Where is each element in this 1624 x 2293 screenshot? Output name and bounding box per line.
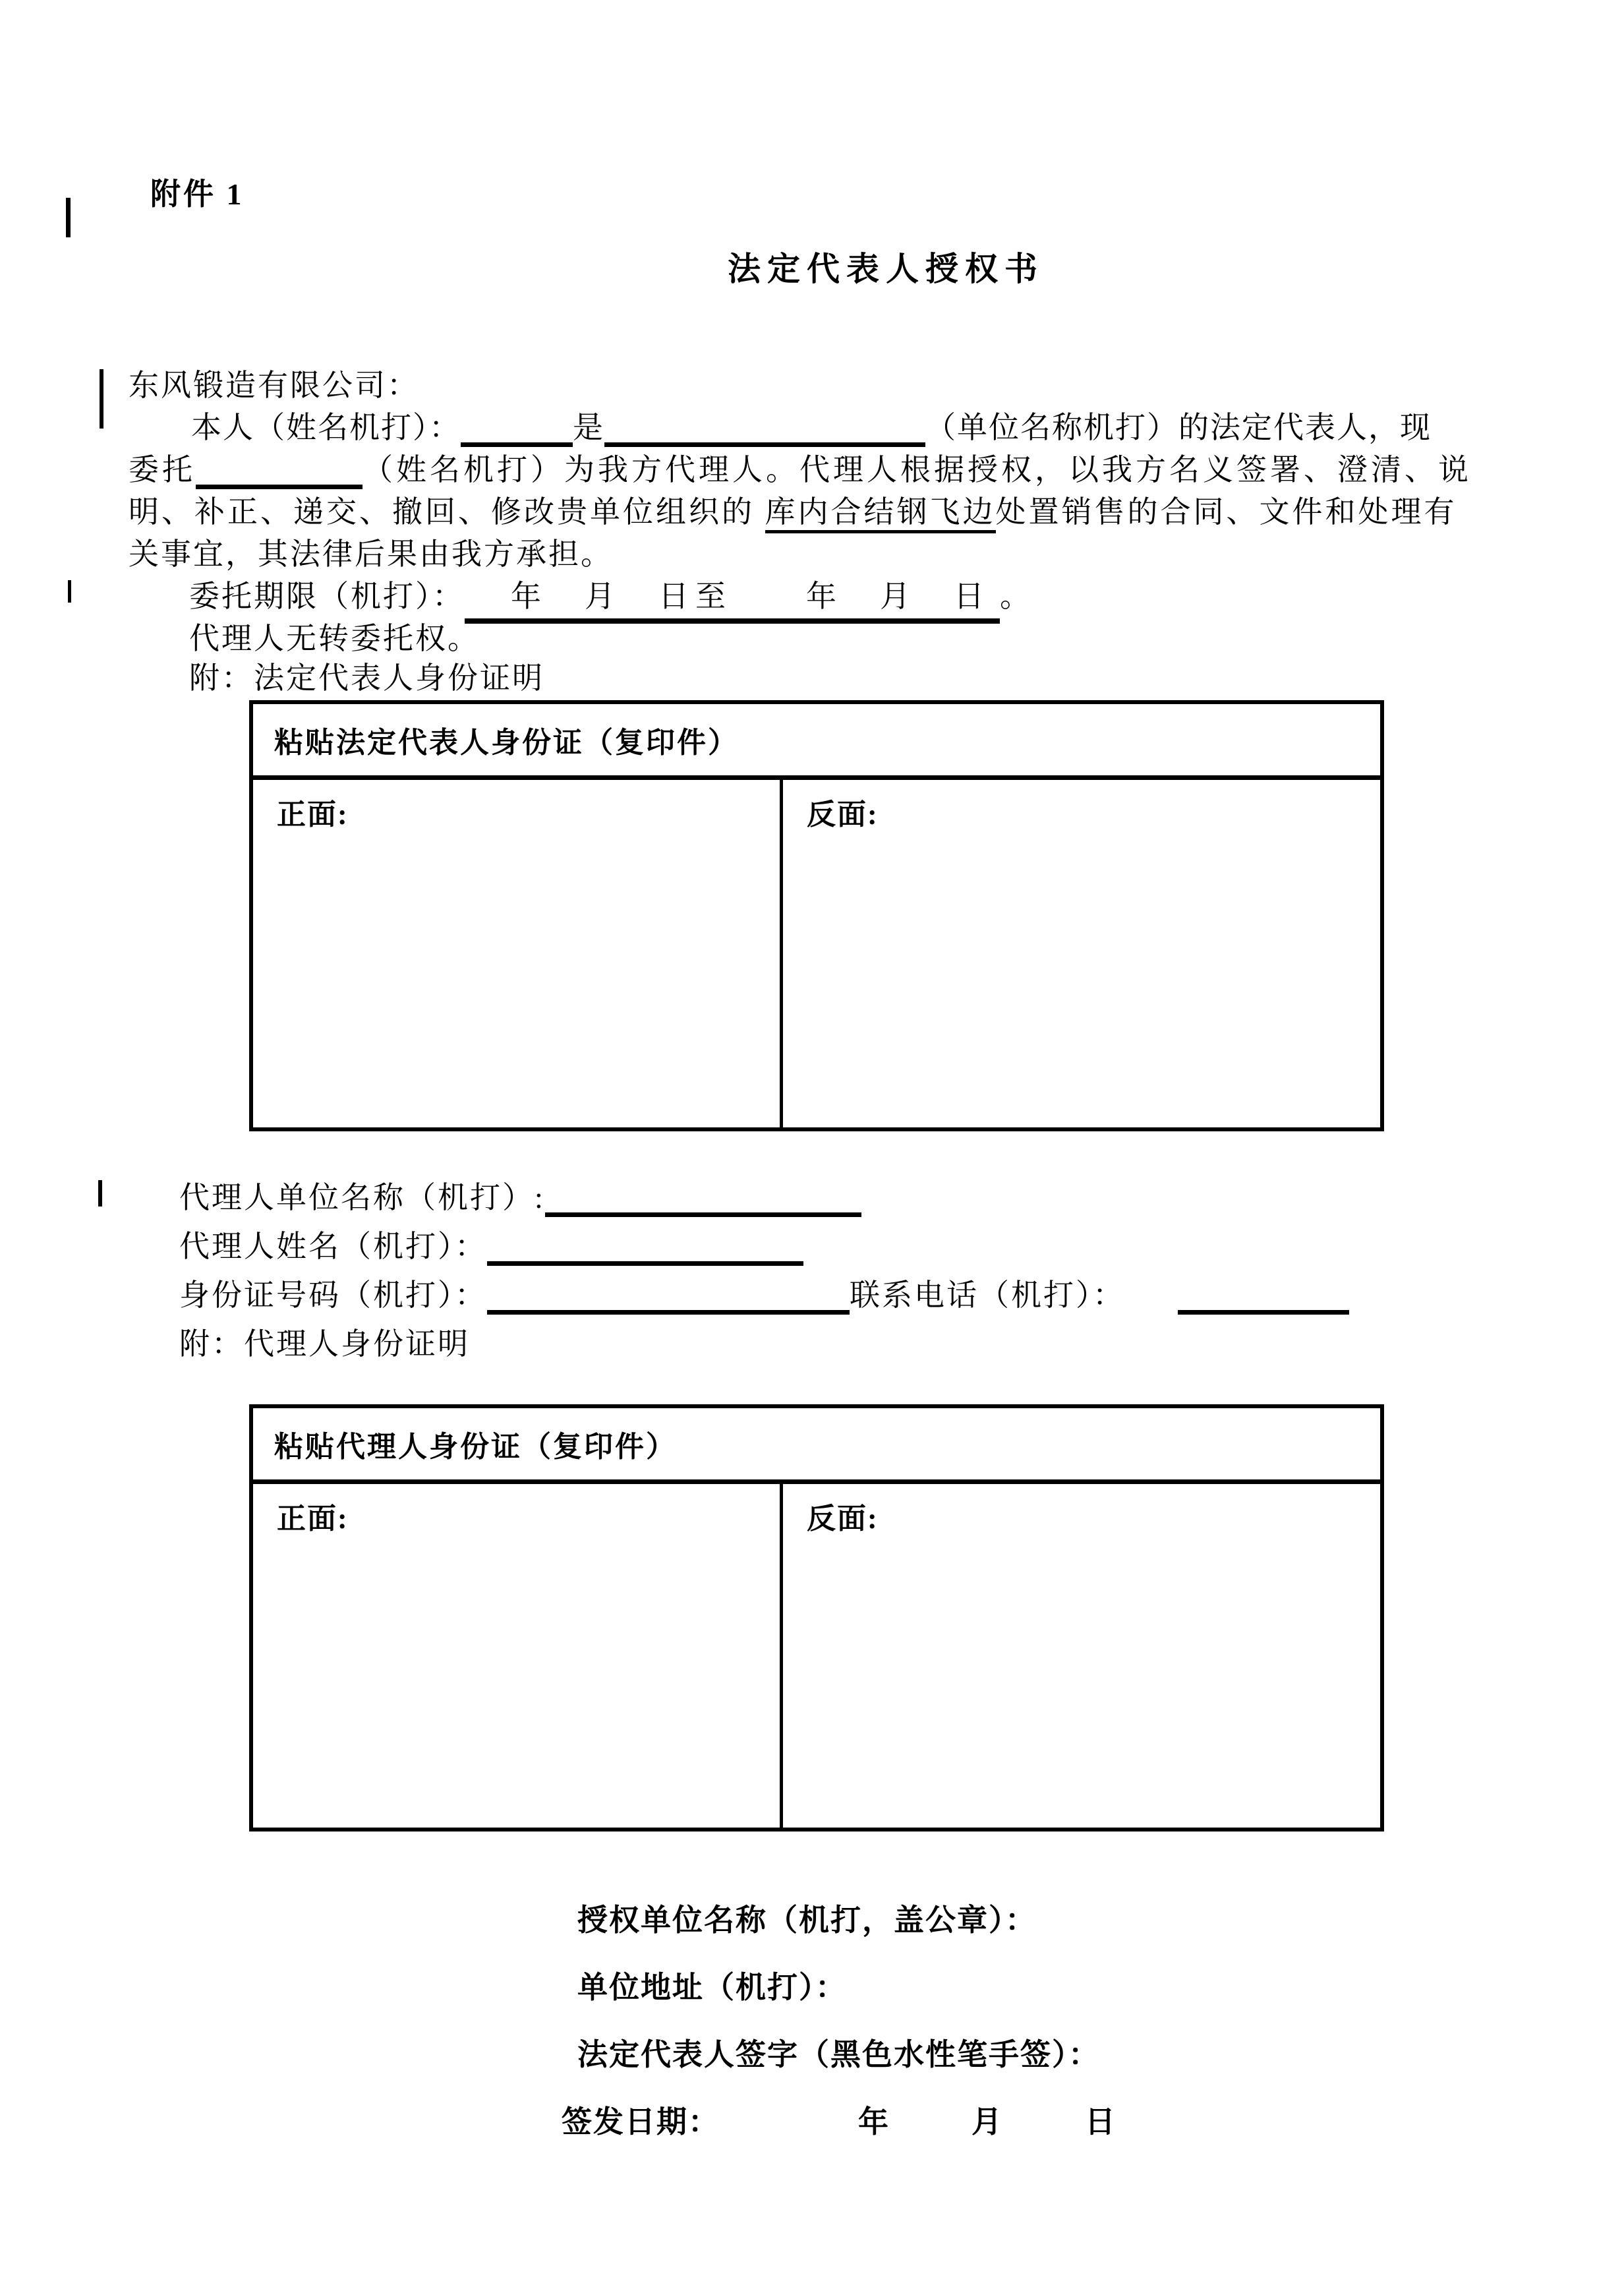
agent-phone-label: 联系电话（机打）： (850, 1278, 1125, 1312)
declaration-tail: （单位名称机打）的法定代表人，现 (925, 411, 1432, 444)
declaration-line (191, 409, 1432, 447)
no-subdelegate-line: 代理人无转委托权。 (189, 622, 480, 655)
scan-artifact (68, 580, 71, 603)
salutation-line: 东风锻造有限公司： (129, 369, 419, 402)
attachment-label: 附件 1 (150, 177, 245, 211)
issue-date-label: 签发日期： (562, 2105, 720, 2139)
legal-rep-id-box (249, 700, 1384, 1131)
issue-date-parts: 年 月 日 (858, 2105, 1142, 2139)
declaration-label: 本人（姓名机打）： (191, 411, 461, 444)
agent-company-label: 代理人单位名称（机打）: (179, 1181, 545, 1214)
scan-artifact (66, 198, 71, 237)
scan-artifact (100, 369, 103, 429)
agent-name-blank2 (487, 1229, 803, 1265)
scope-subject-underlined: 库内合结钢飞边 (765, 495, 996, 533)
term-period: 。 (1000, 580, 1032, 613)
entrust-line (129, 451, 1472, 489)
entrust-word: 委托 (129, 453, 196, 487)
agent-id-back-cell: 反面: (807, 1503, 879, 1535)
is-word: 是 (573, 411, 604, 444)
legal-rep-name-blank (461, 410, 573, 446)
legal-rep-attachment-note: 附：法定代表人身份证明 (189, 661, 544, 695)
term-dates-blank: 年 月 日至 年 月 日 (465, 578, 1000, 624)
agent-id-label: 身份证号码（机打）： (179, 1278, 487, 1312)
agent-attachment-note: 附：代理人身份证明 (179, 1327, 470, 1361)
legal-rep-id-box-header: 粘贴法定代表人身份证（复印件） (253, 704, 1380, 780)
scan-artifact (98, 1180, 102, 1206)
agent-id-front-cell: 正面: (253, 1484, 783, 1828)
term-line (189, 578, 1032, 624)
agent-name-blank (196, 452, 362, 489)
issue-date-line (562, 2098, 1142, 2141)
legal-rep-id-front-cell: 正面: (253, 780, 783, 1127)
company-name-blank (604, 410, 925, 446)
id-number-blank (487, 1278, 850, 1314)
agent-id-phone-line (179, 1276, 1349, 1315)
agent-name-line (179, 1228, 803, 1266)
phone-blank (1178, 1278, 1349, 1314)
agent-id-box-cells (253, 1484, 1380, 1828)
agent-id-box-header: 粘贴代理人身份证（复印件） (253, 1408, 1380, 1484)
agent-id-box (249, 1404, 1384, 1831)
legal-rep-signature-line: 法定代表人签字（黑色水性笔手签）： (577, 2038, 1100, 2071)
legal-rep-id-box-cells (253, 780, 1380, 1127)
scope-tail: 处置销售的合同、文件和处理有 (995, 495, 1457, 529)
liability-line: 关事宜，其法律后果由我方承担。 (129, 537, 613, 571)
agent-company-blank (545, 1180, 861, 1216)
company-address-line: 单位地址（机打）： (577, 1971, 847, 2004)
legal-rep-id-back-cell: 反面: (807, 798, 879, 831)
scope-head: 明、补正、递交、撤回、修改贵单位组织的 (129, 495, 765, 529)
authorizing-company-line: 授权单位名称（机打，盖公章）： (577, 1903, 1037, 1937)
scope-line (129, 493, 1457, 531)
entrust-tail: （姓名机打）为我方代理人。代理人根据授权，以我方名义签署、澄清、说 (362, 453, 1472, 487)
agent-company-line (179, 1179, 861, 1217)
doc-title: 法定代表人授权书 (728, 251, 1044, 287)
term-label: 委托期限（机打）： (189, 580, 465, 613)
agent-name-label: 代理人姓名（机打）： (179, 1230, 487, 1263)
